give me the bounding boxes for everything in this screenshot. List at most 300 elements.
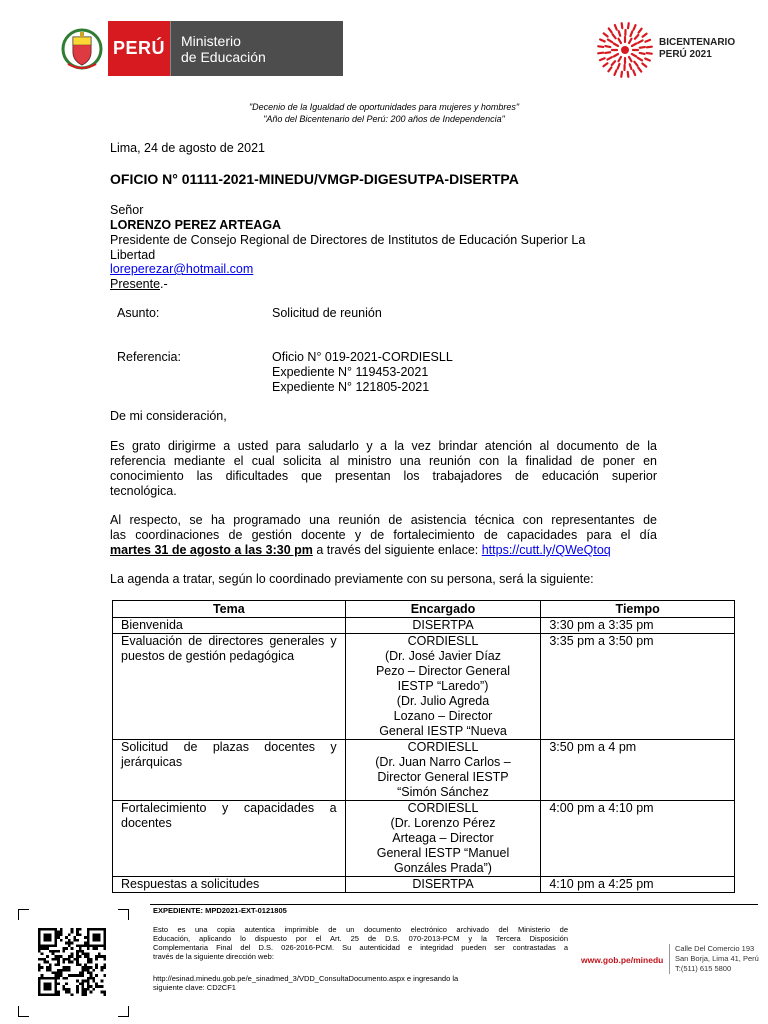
- qr-module: [82, 991, 85, 994]
- tema-cell: Bienvenida: [113, 618, 346, 634]
- encargado-cell: DISERTPA: [345, 618, 541, 634]
- emblem-ray: [605, 52, 610, 53]
- emblem-ray: [642, 64, 646, 67]
- qr-module: [46, 947, 49, 950]
- address-line-3: T:(511) 615 5800: [675, 964, 732, 973]
- recipient-name: LORENZO PEREZ ARTEAGA: [110, 218, 282, 232]
- qr-module: [90, 974, 93, 977]
- qr-module: [79, 950, 82, 953]
- qr-module: [71, 993, 74, 996]
- qr-module: [76, 939, 79, 942]
- qr-module: [103, 963, 106, 966]
- emblem-ray: [647, 47, 652, 48]
- recipient-role-line-2: Libertad: [110, 248, 156, 262]
- place-date: Lima, 24 de agosto de 2021: [110, 141, 265, 155]
- qr-frame-corner: [118, 1006, 129, 1017]
- qr-module: [98, 985, 101, 988]
- qr-module: [84, 944, 87, 947]
- qr-module: [101, 966, 104, 969]
- qr-module: [62, 977, 65, 980]
- qr-module: [46, 985, 49, 988]
- referencia-value-2: Expediente N° 119453-2021: [272, 365, 429, 379]
- qr-module: [90, 958, 93, 961]
- qr-module: [62, 947, 65, 950]
- gob-pe-minedu-link[interactable]: www.gob.pe/minedu: [581, 955, 664, 965]
- qr-module: [38, 980, 41, 983]
- encargado-line: Director General IESTP: [377, 770, 509, 784]
- qr-module: [103, 958, 106, 961]
- emblem-ray: [603, 63, 607, 66]
- qr-module: [92, 939, 95, 942]
- ministry-address: [669, 944, 759, 974]
- qr-module: [71, 961, 74, 964]
- qr-code-icon: [38, 928, 106, 996]
- emblem-ray: [630, 64, 632, 69]
- qr-module: [65, 966, 68, 969]
- encargado-line: IESTP “Laredo”): [397, 679, 489, 693]
- qr-module: [87, 980, 90, 983]
- encargado-line: (Dr. Lorenzo Pérez: [390, 816, 496, 830]
- qr-module: [60, 972, 63, 975]
- qr-module: [98, 928, 101, 931]
- qr-module: [54, 955, 57, 958]
- qr-module: [49, 963, 52, 966]
- qr-module: [76, 963, 79, 966]
- emblem-ray: [598, 53, 603, 54]
- presente-word: Presente: [110, 277, 161, 291]
- qr-module: [76, 961, 79, 964]
- qr-module: [65, 982, 68, 985]
- qr-module: [54, 963, 57, 966]
- qr-module: [71, 955, 74, 958]
- qr-module: [49, 933, 52, 936]
- tema-cell: Solicitud de plazas docentes y jerárquicas: [113, 740, 346, 801]
- ministry-line-1: Ministerio: [181, 32, 241, 49]
- qr-module: [46, 928, 49, 931]
- qr-module: [103, 991, 106, 994]
- referencia-label: Referencia:: [117, 350, 181, 364]
- emblem-ray: [645, 59, 650, 61]
- qr-module: [65, 991, 68, 994]
- emblem-ray: [640, 47, 645, 48]
- qr-module: [103, 955, 106, 958]
- qr-module: [103, 928, 106, 931]
- qr-frame-corner: [18, 909, 29, 920]
- encargado-line: (Dr. Juan Narro Carlos –: [375, 755, 511, 769]
- qr-module: [46, 944, 49, 947]
- qr-module: [46, 955, 49, 958]
- qr-module: [82, 993, 85, 996]
- qr-module: [103, 942, 106, 945]
- emblem-ray: [621, 72, 622, 77]
- motto-line-2: "Año del Bicentenario del Perú: 200 años de Independencia": [263, 114, 505, 124]
- footer-divider: [150, 904, 758, 905]
- qr-module: [62, 950, 65, 953]
- qr-module: [79, 955, 82, 958]
- qr-module: [90, 977, 93, 980]
- emblem-ray: [605, 46, 610, 47]
- qr-module: [79, 963, 82, 966]
- verify-url-line-1[interactable]: http://esinad.minedu.gob.pe/e_sinadmed_3/VDD_ConsultaDocumento.aspx e ingresando la: [153, 974, 459, 983]
- peru-logo-block: [108, 21, 170, 76]
- qr-module: [68, 958, 71, 961]
- qr-module: [62, 961, 65, 964]
- qr-module: [65, 958, 68, 961]
- qr-module: [38, 947, 41, 950]
- qr-module: [49, 993, 52, 996]
- qr-module: [103, 966, 106, 969]
- encargado-cell: [345, 634, 541, 740]
- tiempo-cell: 3:35 pm a 3:50 pm: [541, 634, 735, 740]
- qr-module: [46, 993, 49, 996]
- qr-module: [101, 991, 104, 994]
- emblem-ray: [613, 34, 616, 38]
- qr-module: [68, 939, 71, 942]
- bicentenario-emblem-icon: [597, 22, 653, 78]
- tiempo-cell: 4:00 pm a 4:10 pm: [541, 801, 735, 877]
- qr-module: [38, 939, 41, 942]
- qr-module: [41, 993, 44, 996]
- qr-module: [54, 931, 57, 934]
- encargado-line: CORDIESLL: [407, 740, 479, 754]
- qr-module: [62, 958, 65, 961]
- qr-module: [76, 952, 79, 955]
- table-row: [113, 801, 735, 877]
- qr-module: [103, 933, 106, 936]
- qr-module: [57, 931, 60, 934]
- qr-module: [101, 980, 104, 983]
- emblem-ray: [619, 39, 622, 43]
- qr-module: [98, 952, 101, 955]
- qr-module: [57, 955, 60, 958]
- qr-module: [84, 966, 87, 969]
- qr-module: [90, 966, 93, 969]
- qr-module: [87, 985, 90, 988]
- qr-module: [103, 947, 106, 950]
- qr-frame-corner: [118, 909, 129, 920]
- qr-module: [41, 944, 44, 947]
- qr-module: [57, 936, 60, 939]
- qr-module: [60, 933, 63, 936]
- qr-module: [87, 961, 90, 964]
- qr-module: [54, 982, 57, 985]
- recipient-role-line-1: Presidente de Consejo Regional de Directores de Institutos de Educación Superior La: [110, 233, 586, 247]
- qr-module: [65, 947, 68, 950]
- qr-module: [68, 942, 71, 945]
- qr-module: [52, 950, 55, 953]
- paragraph-2-line-3: [110, 543, 611, 558]
- qr-module: [43, 961, 46, 964]
- qr-frame-corner: [18, 1006, 29, 1017]
- notice-line-3: Complementaria Final del D.S. 026-2016-PCM. Su autenticidad e integridad pueden ser contrastadas a: [153, 943, 568, 952]
- qr-module: [54, 944, 57, 947]
- emblem-ray: [630, 31, 632, 36]
- qr-module: [43, 928, 46, 931]
- qr-module: [76, 955, 79, 958]
- qr-module: [43, 982, 46, 985]
- qr-module: [87, 955, 90, 958]
- qr-module: [57, 950, 60, 953]
- qr-module: [71, 928, 74, 931]
- emblem-ray: [634, 25, 636, 30]
- qr-module: [87, 942, 90, 945]
- qr-module: [46, 969, 49, 972]
- qr-module: [43, 988, 46, 991]
- tema-cell: Evaluación de directores generales y puestos de gestión pedagógica: [113, 634, 346, 740]
- qr-module: [38, 977, 41, 980]
- asunto-label: Asunto:: [117, 306, 160, 320]
- qr-module: [71, 974, 74, 977]
- qr-module: [95, 958, 98, 961]
- qr-module: [95, 963, 98, 966]
- notice-line-2: Educación, aplicando lo dispuesto por el Art. 25 de D.S. 070-2013-PCM y la Tercera Disposición: [153, 934, 568, 943]
- qr-module: [76, 980, 79, 983]
- qr-module: [95, 985, 98, 988]
- qr-module: [43, 933, 46, 936]
- emblem-ray: [614, 44, 618, 47]
- qr-module: [76, 958, 79, 961]
- qr-module: [57, 958, 60, 961]
- qr-module: [38, 928, 41, 931]
- qr-module: [62, 969, 65, 972]
- qr-module: [73, 958, 76, 961]
- qr-module: [92, 969, 95, 972]
- qr-module: [90, 985, 93, 988]
- qr-module: [87, 939, 90, 942]
- qr-module: [98, 939, 101, 942]
- qr-module: [49, 928, 52, 931]
- qr-module: [82, 969, 85, 972]
- qr-module: [87, 988, 90, 991]
- qr-module: [54, 977, 57, 980]
- qr-module: [38, 991, 41, 994]
- qr-module: [38, 988, 41, 991]
- qr-module: [38, 950, 41, 953]
- qr-module: [92, 980, 95, 983]
- qr-module: [60, 974, 63, 977]
- qr-module: [87, 944, 90, 947]
- qr-module: [82, 944, 85, 947]
- paragraph-2-line-2: las coordinaciones de gestión docente y de fortalecimiento de capacidades para el día: [110, 528, 657, 542]
- qr-module: [95, 939, 98, 942]
- qr-module: [92, 933, 95, 936]
- meeting-connector: a través del siguiente enlace:: [312, 543, 482, 557]
- encargado-cell: [345, 740, 541, 801]
- qr-module: [43, 947, 46, 950]
- expediente-number: EXPEDIENTE: MPD2021-EXT-0121805: [153, 906, 287, 915]
- qr-module: [76, 988, 79, 991]
- qr-module: [38, 958, 41, 961]
- emblem-ray: [608, 40, 612, 43]
- emblem-ray: [632, 54, 636, 57]
- emblem-ray: [629, 57, 632, 61]
- qr-module: [43, 944, 46, 947]
- qr-module: [65, 969, 68, 972]
- qr-module: [101, 944, 104, 947]
- referencia-value-3: Expediente N° 121805-2021: [272, 380, 430, 394]
- qr-module: [87, 931, 90, 934]
- qr-module: [54, 942, 57, 945]
- qr-module: [87, 958, 90, 961]
- agenda-table: [112, 600, 735, 893]
- paragraph-1-line-1: Es grato dirigirme a usted para saludarlo y a la vez brindar atención al documento de la: [110, 439, 657, 453]
- emblem-ray: [640, 53, 645, 54]
- emblem-ray: [632, 44, 636, 47]
- column-header-tema: Tema: [113, 601, 346, 618]
- qr-module: [38, 942, 41, 945]
- qr-module: [52, 928, 55, 931]
- qr-module: [82, 985, 85, 988]
- qr-module: [54, 939, 57, 942]
- qr-module: [49, 982, 52, 985]
- qr-module: [57, 969, 60, 972]
- qr-module: [65, 977, 68, 980]
- qr-module: [95, 933, 98, 936]
- qr-module: [79, 933, 82, 936]
- qr-module: [82, 974, 85, 977]
- encargado-cell: [345, 801, 541, 877]
- verify-url-line-2: siguiente clave: CD2CF1: [153, 983, 236, 992]
- encargado-line: CORDIESLL: [407, 634, 479, 648]
- qr-module: [84, 980, 87, 983]
- qr-module: [49, 977, 52, 980]
- qr-module: [87, 972, 90, 975]
- referencia-value-1: Oficio N° 019-2021-CORDIESLL: [272, 350, 453, 364]
- qr-module: [76, 974, 79, 977]
- qr-module: [82, 980, 85, 983]
- table-row: [113, 634, 735, 740]
- qr-module: [38, 993, 41, 996]
- qr-module: [84, 952, 87, 955]
- qr-module: [65, 936, 68, 939]
- peru-coat-of-arms-icon: [60, 24, 104, 74]
- tema-cell: Fortalecimiento y capacidades a docentes: [113, 801, 346, 877]
- qr-module: [57, 977, 60, 980]
- emblem-ray: [638, 58, 642, 61]
- paragraph-2-line-1: Al respecto, se ha programado una reunión de asistencia técnica con representantes de: [110, 513, 657, 527]
- qr-module: [54, 928, 57, 931]
- table-row: [113, 877, 735, 893]
- qr-module: [98, 955, 101, 958]
- tiempo-cell: 3:50 pm a 4 pm: [541, 740, 735, 801]
- tiempo-cell: 4:10 pm a 4:25 pm: [541, 877, 735, 893]
- qr-module: [54, 988, 57, 991]
- encargado-line: Pezo – Director General: [375, 664, 511, 678]
- encargado-line: General IESTP “Manuel: [376, 846, 510, 860]
- qr-module: [101, 955, 104, 958]
- qr-module: [95, 944, 98, 947]
- qr-module: [92, 947, 95, 950]
- tiempo-cell: 3:30 pm a 3:35 pm: [541, 618, 735, 634]
- qr-module: [73, 939, 76, 942]
- qr-module: [68, 974, 71, 977]
- emblem-ray: [615, 25, 617, 30]
- address-line-2: San Borja, Lima 41, Perú: [675, 954, 759, 963]
- encargado-line: Arteaga – Director: [392, 831, 494, 845]
- bicentenario-line-1: BICENTENARIO: [659, 37, 736, 48]
- qr-module: [68, 933, 71, 936]
- qr-module: [65, 988, 68, 991]
- qr-module: [92, 988, 95, 991]
- salutation-title: Señor: [110, 203, 144, 217]
- encargado-cell: DISERTPA: [345, 877, 541, 893]
- qr-module: [68, 966, 71, 969]
- qr-module: [95, 947, 98, 950]
- emblem-ray: [609, 28, 612, 32]
- qr-module: [82, 966, 85, 969]
- qr-module: [90, 928, 93, 931]
- qr-module: [46, 961, 49, 964]
- qr-module: [68, 955, 71, 958]
- qr-module: [54, 933, 57, 936]
- qr-module: [38, 944, 41, 947]
- emblem-ray: [598, 46, 603, 47]
- qr-module: [41, 974, 44, 977]
- qr-module: [71, 931, 74, 934]
- ministry-logo-block: [170, 21, 343, 76]
- qr-module: [95, 928, 98, 931]
- qr-module: [82, 972, 85, 975]
- qr-module: [46, 939, 49, 942]
- motto-line-1: "Decenio de la Igualdad de oportunidades para mujeres y hombres": [248, 102, 520, 112]
- qr-module: [54, 974, 57, 977]
- emblem-ray: [635, 35, 638, 39]
- emblem-ray: [618, 64, 620, 69]
- qr-module: [101, 969, 104, 972]
- emblem-ray: [647, 53, 652, 54]
- paragraph-1-line-2: referencia mediante el cual solicita al ministro una reunión con la finalidad de poner en: [110, 454, 657, 468]
- greeting: De mi consideración,: [110, 409, 227, 423]
- qr-module: [60, 939, 63, 942]
- qr-module: [49, 936, 52, 939]
- emblem-ray: [600, 39, 605, 41]
- qr-module: [57, 933, 60, 936]
- qr-module: [103, 931, 106, 934]
- qr-module: [57, 972, 60, 975]
- encargado-line: General IESTP “Nueva: [379, 724, 507, 738]
- qr-module: [98, 936, 101, 939]
- presente-suffix: .-: [160, 277, 168, 291]
- qr-module: [87, 952, 90, 955]
- qr-module: [103, 944, 106, 947]
- qr-module: [49, 969, 52, 972]
- meeting-link[interactable]: https://cutt.ly/QWeQtoq: [481, 543, 611, 557]
- qr-module: [60, 931, 63, 934]
- qr-module: [90, 944, 93, 947]
- emblem-ray: [604, 33, 608, 36]
- qr-module: [82, 988, 85, 991]
- recipient-email-link[interactable]: loreperezar@hotmail.com: [110, 262, 254, 276]
- qr-module: [38, 985, 41, 988]
- qr-module: [87, 966, 90, 969]
- qr-module: [73, 974, 76, 977]
- peru-label: PERÚ: [112, 38, 165, 58]
- qr-module: [43, 985, 46, 988]
- emblem-ray: [639, 29, 642, 33]
- qr-module: [90, 972, 93, 975]
- qr-module: [54, 980, 57, 983]
- emblem-ray: [619, 57, 622, 61]
- qr-module: [41, 958, 44, 961]
- emblem-ray: [633, 70, 635, 75]
- qr-module: [54, 958, 57, 961]
- qr-module: [68, 961, 71, 964]
- qr-module: [79, 972, 82, 975]
- table-row: [113, 618, 735, 634]
- notice-line-1: Esto es una copia autentica imprimible de un documento electrónico archivado del Ministerio de: [153, 925, 568, 934]
- agenda-intro: La agenda a tratar, según lo coordinado previamente con su persona, será la siguiente:: [110, 572, 594, 586]
- bicentenario-line-2: PERÚ 2021: [659, 49, 712, 60]
